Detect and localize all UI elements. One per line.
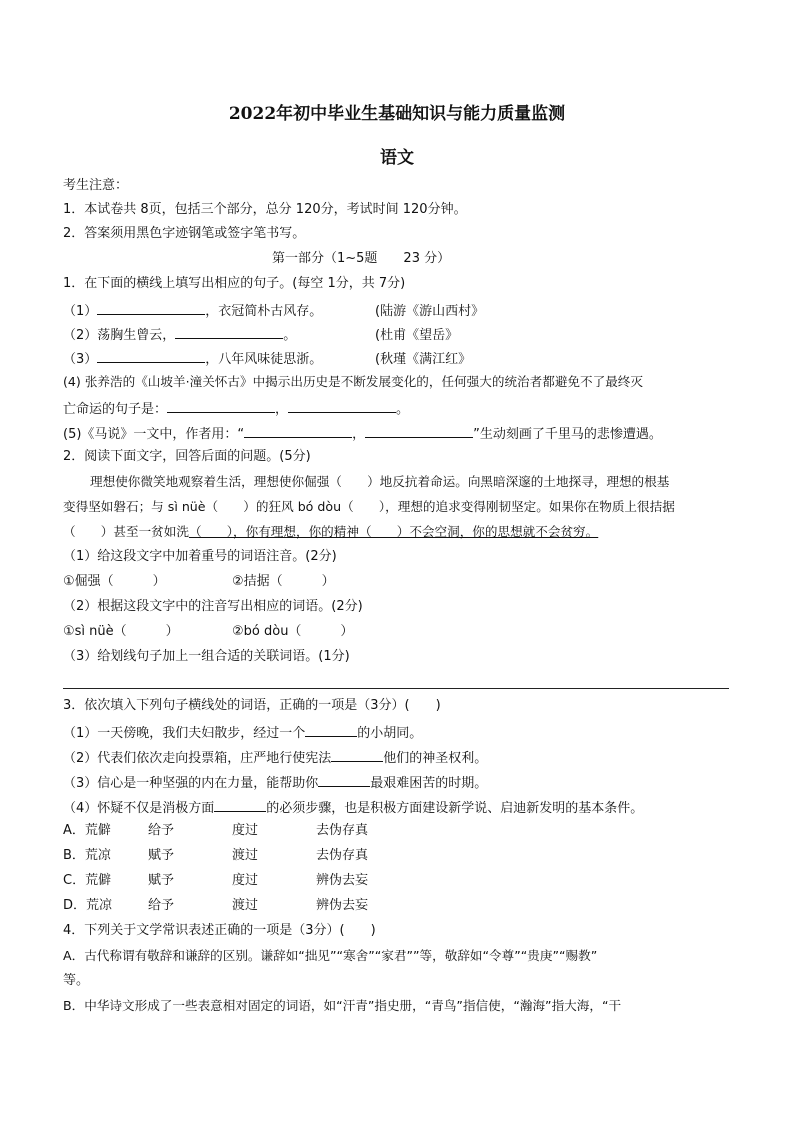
q3-option-cell: 去伪存真 xyxy=(316,848,369,863)
text: （1） xyxy=(63,304,98,319)
q2-sub-1: （1）给这段文字中加着重号的词语注音。(2分) xyxy=(63,549,337,564)
q3-option-cell: 渡过 xyxy=(232,898,259,913)
text: （4）怀疑不仅是消极方面 xyxy=(63,801,215,816)
q4-option-b[interactable]: B．中华诗文形成了一些表意相对固定的词语，如“汗青”指史册，“青鸟”指信使，“瀚海”指大海，“干 xyxy=(63,998,622,1013)
text: 。 xyxy=(283,328,297,343)
q2-stem: 2．阅读下面文字，回答后面的问题。(5分) xyxy=(63,449,311,464)
answer-blank[interactable] xyxy=(97,300,205,315)
q2-passage-line: 理想使你微笑地观察着生活，理想使你倔强（ ）地反抗着命运。向黑暗深邃的土地探寻，理想的根基 xyxy=(90,474,670,489)
answer-blank[interactable] xyxy=(97,348,205,363)
underlined-sentence: （ ），你有理想，你的精神（ ）不会空洞，你的思想就不会贫穷。 xyxy=(188,524,599,539)
text: （3）信心是一种坚强的内在力量，能帮助你 xyxy=(63,776,319,791)
q3-option-cell: 辨伪去妄 xyxy=(316,873,369,888)
q3-option-cell: 赋予 xyxy=(148,848,175,863)
q1-line-3 xyxy=(63,348,322,369)
q2-passage-line: 变得坚如磐石；与 sì nüè（ ）的狂风 bó dòu（ ），理想的追求变得刚韧坚定。如果你在物质上很拮据 xyxy=(63,499,675,514)
q2-passage-line xyxy=(63,523,598,541)
answer-blank[interactable] xyxy=(305,722,357,737)
notice-heading: 考生注意： xyxy=(63,178,129,193)
text: (5)《马说》一文中，作者用：“ xyxy=(63,427,245,442)
q2-sub-2b: ②bó dòu（ ） xyxy=(232,624,354,639)
q4-option-a[interactable]: A．古代称谓有敬辞和谦辞的区别。谦辞如“拙见”“寒舍”“家君””等，敬辞如“令尊”“贵庚”“赐教” xyxy=(63,948,598,963)
text: 的必须步骤，也是积极方面建设新学说、启迪新发明的基本条件。 xyxy=(266,801,644,816)
q1-source-2: (杜甫《望岳》 xyxy=(375,328,459,343)
q3-option-c[interactable]: C．荒僻 xyxy=(63,873,112,888)
text: 的小胡同。 xyxy=(357,726,423,741)
text: （2）荡胸生曾云， xyxy=(63,328,176,343)
text: 亡命运的句子是： xyxy=(63,402,168,417)
q3-option-cell: 去伪存真 xyxy=(316,823,369,838)
q1-stem: 1．在下面的横线上填写出相应的句子。(每空 1分，共 7分) xyxy=(63,276,406,291)
q3-line-4 xyxy=(63,797,643,818)
q1-line-5 xyxy=(63,423,662,444)
q1-line-4b xyxy=(63,398,409,419)
answer-blank[interactable] xyxy=(175,324,283,339)
subject-title: 语文 xyxy=(380,148,414,168)
text: ， xyxy=(275,402,289,417)
text: ”生动刻画了千里马的悲惨遭遇。 xyxy=(473,427,662,442)
q1-source-1: (陆游《游山西村》 xyxy=(375,304,485,319)
text: （ ）甚至一贫如洗 xyxy=(63,524,189,539)
answer-divider xyxy=(63,688,729,689)
exam-title: 2022年初中毕业生基础知识与能力质量监测 xyxy=(228,104,566,124)
q3-stem: 3．依次填入下列句子横线处的词语，正确的一项是（3分）( ) xyxy=(63,698,441,713)
q1-line-1 xyxy=(63,300,322,321)
q2-sub-2: （2）根据这段文字中的注音写出相应的词语。(2分) xyxy=(63,599,363,614)
answer-blank[interactable] xyxy=(167,398,275,413)
q3-option-d[interactable]: D．荒凉 xyxy=(63,898,113,913)
answer-blank[interactable] xyxy=(365,423,473,438)
q2-sub-3: （3）给划线句子加上一组合适的关联词语。(1分) xyxy=(63,649,350,664)
answer-blank[interactable] xyxy=(331,747,383,762)
text: （1）一天傍晚，我们夫妇散步，经过一个 xyxy=(63,726,306,741)
q3-line-2 xyxy=(63,747,487,768)
text: ， xyxy=(352,427,366,442)
q3-line-1 xyxy=(63,722,422,743)
q3-option-cell: 渡过 xyxy=(232,848,259,863)
q1-line-4: (4) 张养浩的《山坡羊·潼关怀古》中揭示出历史是不断发展变化的，任何强大的统治者都避免不了最终灭 xyxy=(63,374,643,389)
q1-line-2 xyxy=(63,324,296,345)
text: （2）代表们依次走向投票箱，庄严地行使宪法 xyxy=(63,751,332,766)
text: 最艰难困苦的时期。 xyxy=(370,776,488,791)
answer-blank[interactable] xyxy=(244,423,352,438)
q3-option-cell: 度过 xyxy=(232,873,259,888)
text: 他们的神圣权利。 xyxy=(383,751,488,766)
notice-item: 1．本试卷共 8页，包括三个部分，总分 120分，考试时间 120分钟。 xyxy=(63,202,467,217)
q2-sub-1a: ①倔强（ ） xyxy=(63,574,166,589)
q2-sub-2a: ①sì nüè（ ） xyxy=(63,624,179,639)
text: ，八年风味徒思浙。 xyxy=(205,352,323,367)
text: （3） xyxy=(63,352,98,367)
q3-option-a[interactable]: A．荒僻 xyxy=(63,823,111,838)
q3-option-b[interactable]: B．荒凉 xyxy=(63,848,111,863)
text: ，衣冠简朴古风存。 xyxy=(205,304,323,319)
q2-sub-1b: ②拮据（ ） xyxy=(232,574,335,589)
q3-option-cell: 给予 xyxy=(148,823,175,838)
q3-option-cell: 辨伪去妄 xyxy=(316,898,369,913)
q3-option-cell: 给予 xyxy=(148,898,175,913)
part1-heading: 第一部分（1~5题 23 分） xyxy=(272,251,451,266)
answer-blank[interactable] xyxy=(214,797,266,812)
text: 。 xyxy=(396,402,410,417)
q1-source-3: (秋瑾《满江红》 xyxy=(375,352,472,367)
notice-item: 2．答案须用黑色字迹钢笔或签字笔书写。 xyxy=(63,226,306,241)
q3-option-cell: 赋予 xyxy=(148,873,175,888)
q4-option-a-cont: 等。 xyxy=(63,973,90,988)
q4-stem: 4．下列关于文学常识表述正确的一项是（3分）( ) xyxy=(63,923,376,938)
q3-line-3 xyxy=(63,772,487,793)
answer-blank[interactable] xyxy=(318,772,370,787)
q3-option-cell: 度过 xyxy=(232,823,259,838)
answer-blank[interactable] xyxy=(288,398,396,413)
